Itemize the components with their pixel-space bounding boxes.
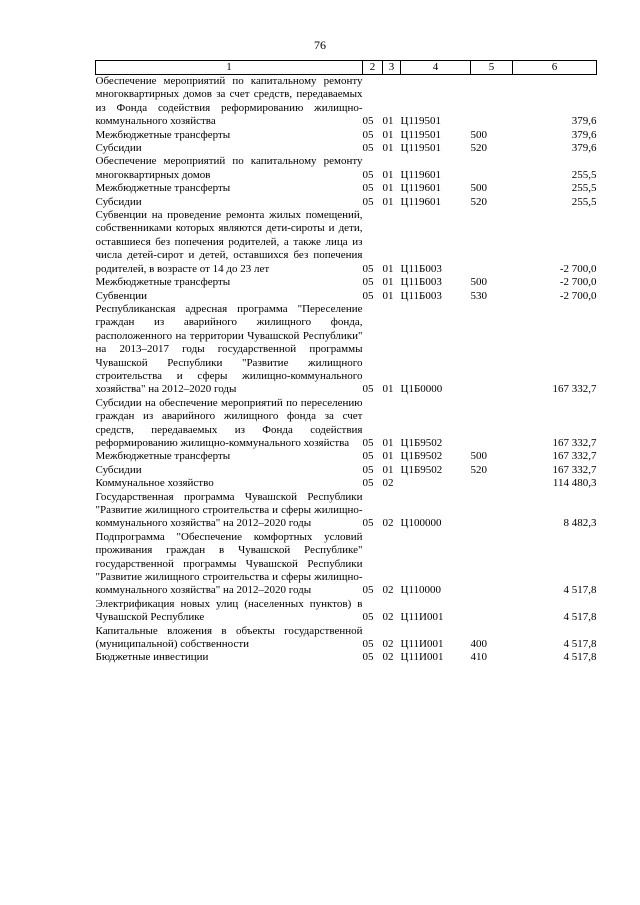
- table-row: [96, 531, 597, 598]
- column-header-target-article: 4: [401, 61, 471, 75]
- table-row: [96, 625, 597, 652]
- row-expense-type-cell: 400: [470, 638, 487, 651]
- row-section-cell: 05: [362, 142, 374, 155]
- row-expense-type-cell: [471, 303, 513, 397]
- row-name-cell: Субвенции на проведение ремонта жилых помещений, собственниками которых являются дети-сироты и дети, оставшиеся без попечения родителей, а также лица из числа детей-сирот и детей, оставшихся без попечения родителей, в возрасте от 14 до 23 лет: [95, 209, 363, 275]
- row-amount-cell: 114 480,3: [552, 477, 597, 490]
- row-target-article-cell: Ц11И001: [400, 611, 444, 624]
- row-amount-cell: 167 332,7: [552, 450, 597, 463]
- table-row: [96, 155, 597, 182]
- column-header-amount: 6: [513, 61, 597, 75]
- row-subsection-cell: 01: [382, 276, 394, 289]
- budget-table: [95, 60, 597, 665]
- row-target-article-cell: Ц119601: [400, 195, 442, 208]
- row-expense-type-cell: 500: [470, 450, 487, 463]
- row-name-cell: Межбюджетные трансферты: [95, 450, 231, 463]
- row-section-cell: 05: [362, 517, 374, 530]
- row-name-cell: Субвенции: [95, 289, 148, 302]
- table-row: [96, 196, 597, 209]
- table-row: [96, 397, 597, 451]
- row-subsection-cell: 02: [382, 638, 394, 651]
- table-row: [96, 129, 597, 142]
- row-subsection-cell: 02: [382, 517, 394, 530]
- row-expense-type-cell: 520: [470, 142, 487, 155]
- row-section-cell: 05: [362, 168, 374, 181]
- row-subsection-cell: 02: [382, 477, 394, 490]
- table-header-row: [96, 61, 597, 75]
- row-section-cell: 05: [362, 638, 374, 651]
- row-subsection-cell: 01: [382, 195, 394, 208]
- table-row: [96, 598, 597, 625]
- row-section-cell: 05: [362, 383, 374, 396]
- row-amount-cell: 379,6: [571, 142, 597, 155]
- table-row: [96, 276, 597, 289]
- row-target-article-cell: Ц1Б9502: [400, 463, 443, 476]
- row-name-cell: Коммунальное хозяйство: [95, 477, 214, 490]
- row-amount-cell: 167 332,7: [552, 383, 597, 396]
- row-amount-cell: -2 700,0: [559, 289, 597, 302]
- row-name-cell: Межбюджетные трансферты: [95, 182, 231, 195]
- row-name-cell: Субсидии: [95, 142, 142, 155]
- row-amount-cell: 4 517,8: [563, 611, 597, 624]
- row-expense-type-cell: [471, 209, 513, 276]
- row-name-cell: Субсидии: [95, 195, 142, 208]
- row-amount-cell: 379,6: [571, 115, 597, 128]
- row-name-cell: Межбюджетные трансферты: [95, 128, 231, 141]
- row-name-cell: Субсидии: [95, 463, 142, 476]
- table-row: [96, 290, 597, 303]
- row-subsection-cell: 01: [382, 262, 394, 275]
- row-expense-type-cell: [471, 531, 513, 598]
- row-subsection-cell: 01: [382, 463, 394, 476]
- row-amount-cell: 255,5: [571, 168, 597, 181]
- row-expense-type-cell: 520: [470, 463, 487, 476]
- row-section-cell: 05: [362, 195, 374, 208]
- row-section-cell: 05: [362, 276, 374, 289]
- column-header-expense-type: 5: [471, 61, 513, 75]
- row-section-cell: 05: [362, 115, 374, 128]
- row-expense-type-cell: [471, 477, 513, 490]
- row-amount-cell: 8 482,3: [563, 517, 597, 530]
- row-expense-type-cell: [471, 491, 513, 531]
- row-subsection-cell: 02: [382, 611, 394, 624]
- row-target-article-cell: Ц119601: [400, 168, 442, 181]
- table-row: [96, 142, 597, 155]
- table-row: [96, 303, 597, 397]
- table-row: [96, 651, 597, 664]
- row-subsection-cell: 01: [382, 182, 394, 195]
- row-section-cell: 05: [362, 584, 374, 597]
- column-header-section: 2: [363, 61, 383, 75]
- row-subsection-cell: 01: [382, 289, 394, 302]
- row-name-cell: Обеспечение мероприятий по капитальному ремонту многоквартирных домов за счет средств, передаваемых из Фонда содействия реформированию жилищно-коммунального хозяйства: [95, 75, 363, 128]
- row-subsection-cell: 02: [382, 651, 394, 664]
- row-section-cell: 05: [362, 182, 374, 195]
- row-subsection-cell: 02: [382, 584, 394, 597]
- row-subsection-cell: 01: [382, 450, 394, 463]
- row-expense-type-cell: 500: [470, 182, 487, 195]
- row-subsection-cell: 01: [382, 128, 394, 141]
- row-amount-cell: -2 700,0: [559, 276, 597, 289]
- row-section-cell: 05: [362, 463, 374, 476]
- table-row: [96, 491, 597, 531]
- row-target-article-cell: Ц11И001: [400, 638, 444, 651]
- row-amount-cell: 167 332,7: [552, 463, 597, 476]
- row-name-cell: Межбюджетные трансферты: [95, 276, 231, 289]
- row-subsection-cell: 01: [382, 383, 394, 396]
- row-target-article-cell: Ц11Б003: [400, 276, 442, 289]
- row-name-cell: Подпрограмма "Обеспечение комфортных условий проживания граждан в Чувашской Республике" государственной программы Чувашской Республики "Развитие жилищного строительства и сферы жилищно-коммунального хозяйства" на 2012–2020 годы: [95, 530, 363, 597]
- row-target-article-cell: Ц11И001: [400, 651, 444, 664]
- row-target-article-cell: Ц100000: [400, 517, 442, 530]
- row-expense-type-cell: 410: [470, 651, 487, 664]
- row-name-cell: Бюджетные инвестиции: [95, 651, 209, 664]
- row-section-cell: 05: [362, 262, 374, 275]
- table-row: [96, 450, 597, 463]
- table-row: [96, 209, 597, 276]
- row-section-cell: 05: [362, 450, 374, 463]
- row-target-article-cell: Ц119501: [400, 128, 442, 141]
- row-subsection-cell: 01: [382, 436, 394, 449]
- row-amount-cell: 4 517,8: [563, 638, 597, 651]
- row-section-cell: 05: [362, 477, 374, 490]
- row-name-cell: Обеспечение мероприятий по капитальному ремонту многоквартирных домов: [95, 155, 363, 181]
- row-target-article-cell: Ц11Б003: [400, 262, 442, 275]
- row-subsection-cell: 01: [382, 142, 394, 155]
- column-header-name: 1: [96, 61, 363, 75]
- page-number: 76: [314, 38, 326, 52]
- row-expense-type-cell: 530: [470, 289, 487, 302]
- row-amount-cell: 379,6: [571, 128, 597, 141]
- table-row: [96, 464, 597, 477]
- row-target-article-cell: Ц110000: [400, 584, 442, 597]
- row-section-cell: 05: [362, 651, 374, 664]
- row-target-article-cell: Ц119501: [400, 142, 442, 155]
- table-row: [96, 75, 597, 129]
- row-target-article-cell: Ц1Б9502: [400, 450, 443, 463]
- row-target-article-cell: Ц1Б9502: [400, 436, 443, 449]
- row-target-article-cell: Ц119501: [400, 115, 442, 128]
- row-section-cell: 05: [362, 289, 374, 302]
- row-expense-type-cell: [471, 397, 513, 451]
- row-name-cell: Государственная программа Чувашской Республики "Развитие жилищного строительства и сферы жилищно-коммунального хозяйства" на 2012–2020 годы: [95, 490, 363, 530]
- row-expense-type-cell: [471, 155, 513, 182]
- row-expense-type-cell: 520: [470, 195, 487, 208]
- row-name-cell: Электрификация новых улиц (населенных пунктов) в Чувашской Республике: [95, 597, 363, 624]
- row-expense-type-cell: 500: [470, 276, 487, 289]
- row-name-cell: Республиканская адресная программа "Переселение граждан из аварийного жилищного фонда, расположенного на территории Чувашской Республики" на 2013–2017 годы государственной программы Чувашской Республики "Развитие жилищного строительства и сферы жилищно-коммунального хозяйства" на 2012–2020 годы: [95, 302, 363, 396]
- row-target-article-cell: Ц1Б0000: [400, 383, 443, 396]
- row-amount-cell: 4 517,8: [563, 651, 597, 664]
- row-amount-cell: 255,5: [571, 182, 597, 195]
- row-section-cell: 05: [362, 436, 374, 449]
- row-target-article-cell: Ц11Б003: [400, 289, 442, 302]
- row-amount-cell: -2 700,0: [559, 262, 597, 275]
- row-name-cell: Субсидии на обеспечение мероприятий по переселению граждан из аварийного жилищного фонда за счет средств, передаваемых из Фонда содействия реформированию жилищно-коммунального хозяйства: [95, 396, 363, 449]
- row-name-cell: Капитальные вложения в объекты государственной (муниципальной) собственности: [95, 624, 363, 651]
- row-expense-type-cell: 500: [470, 128, 487, 141]
- row-expense-type-cell: [471, 598, 513, 625]
- column-header-subsection: 3: [383, 61, 401, 75]
- table-row: [96, 182, 597, 195]
- row-target-article-cell: Ц119601: [400, 182, 442, 195]
- row-target-article-cell: [401, 477, 471, 490]
- table-row: [96, 477, 597, 490]
- row-section-cell: 05: [362, 611, 374, 624]
- row-subsection-cell: 01: [382, 168, 394, 181]
- row-section-cell: 05: [362, 128, 374, 141]
- row-amount-cell: 255,5: [571, 195, 597, 208]
- table-body: [96, 75, 597, 665]
- row-amount-cell: 167 332,7: [552, 436, 597, 449]
- row-subsection-cell: 01: [382, 115, 394, 128]
- row-expense-type-cell: [471, 75, 513, 129]
- row-amount-cell: 4 517,8: [563, 584, 597, 597]
